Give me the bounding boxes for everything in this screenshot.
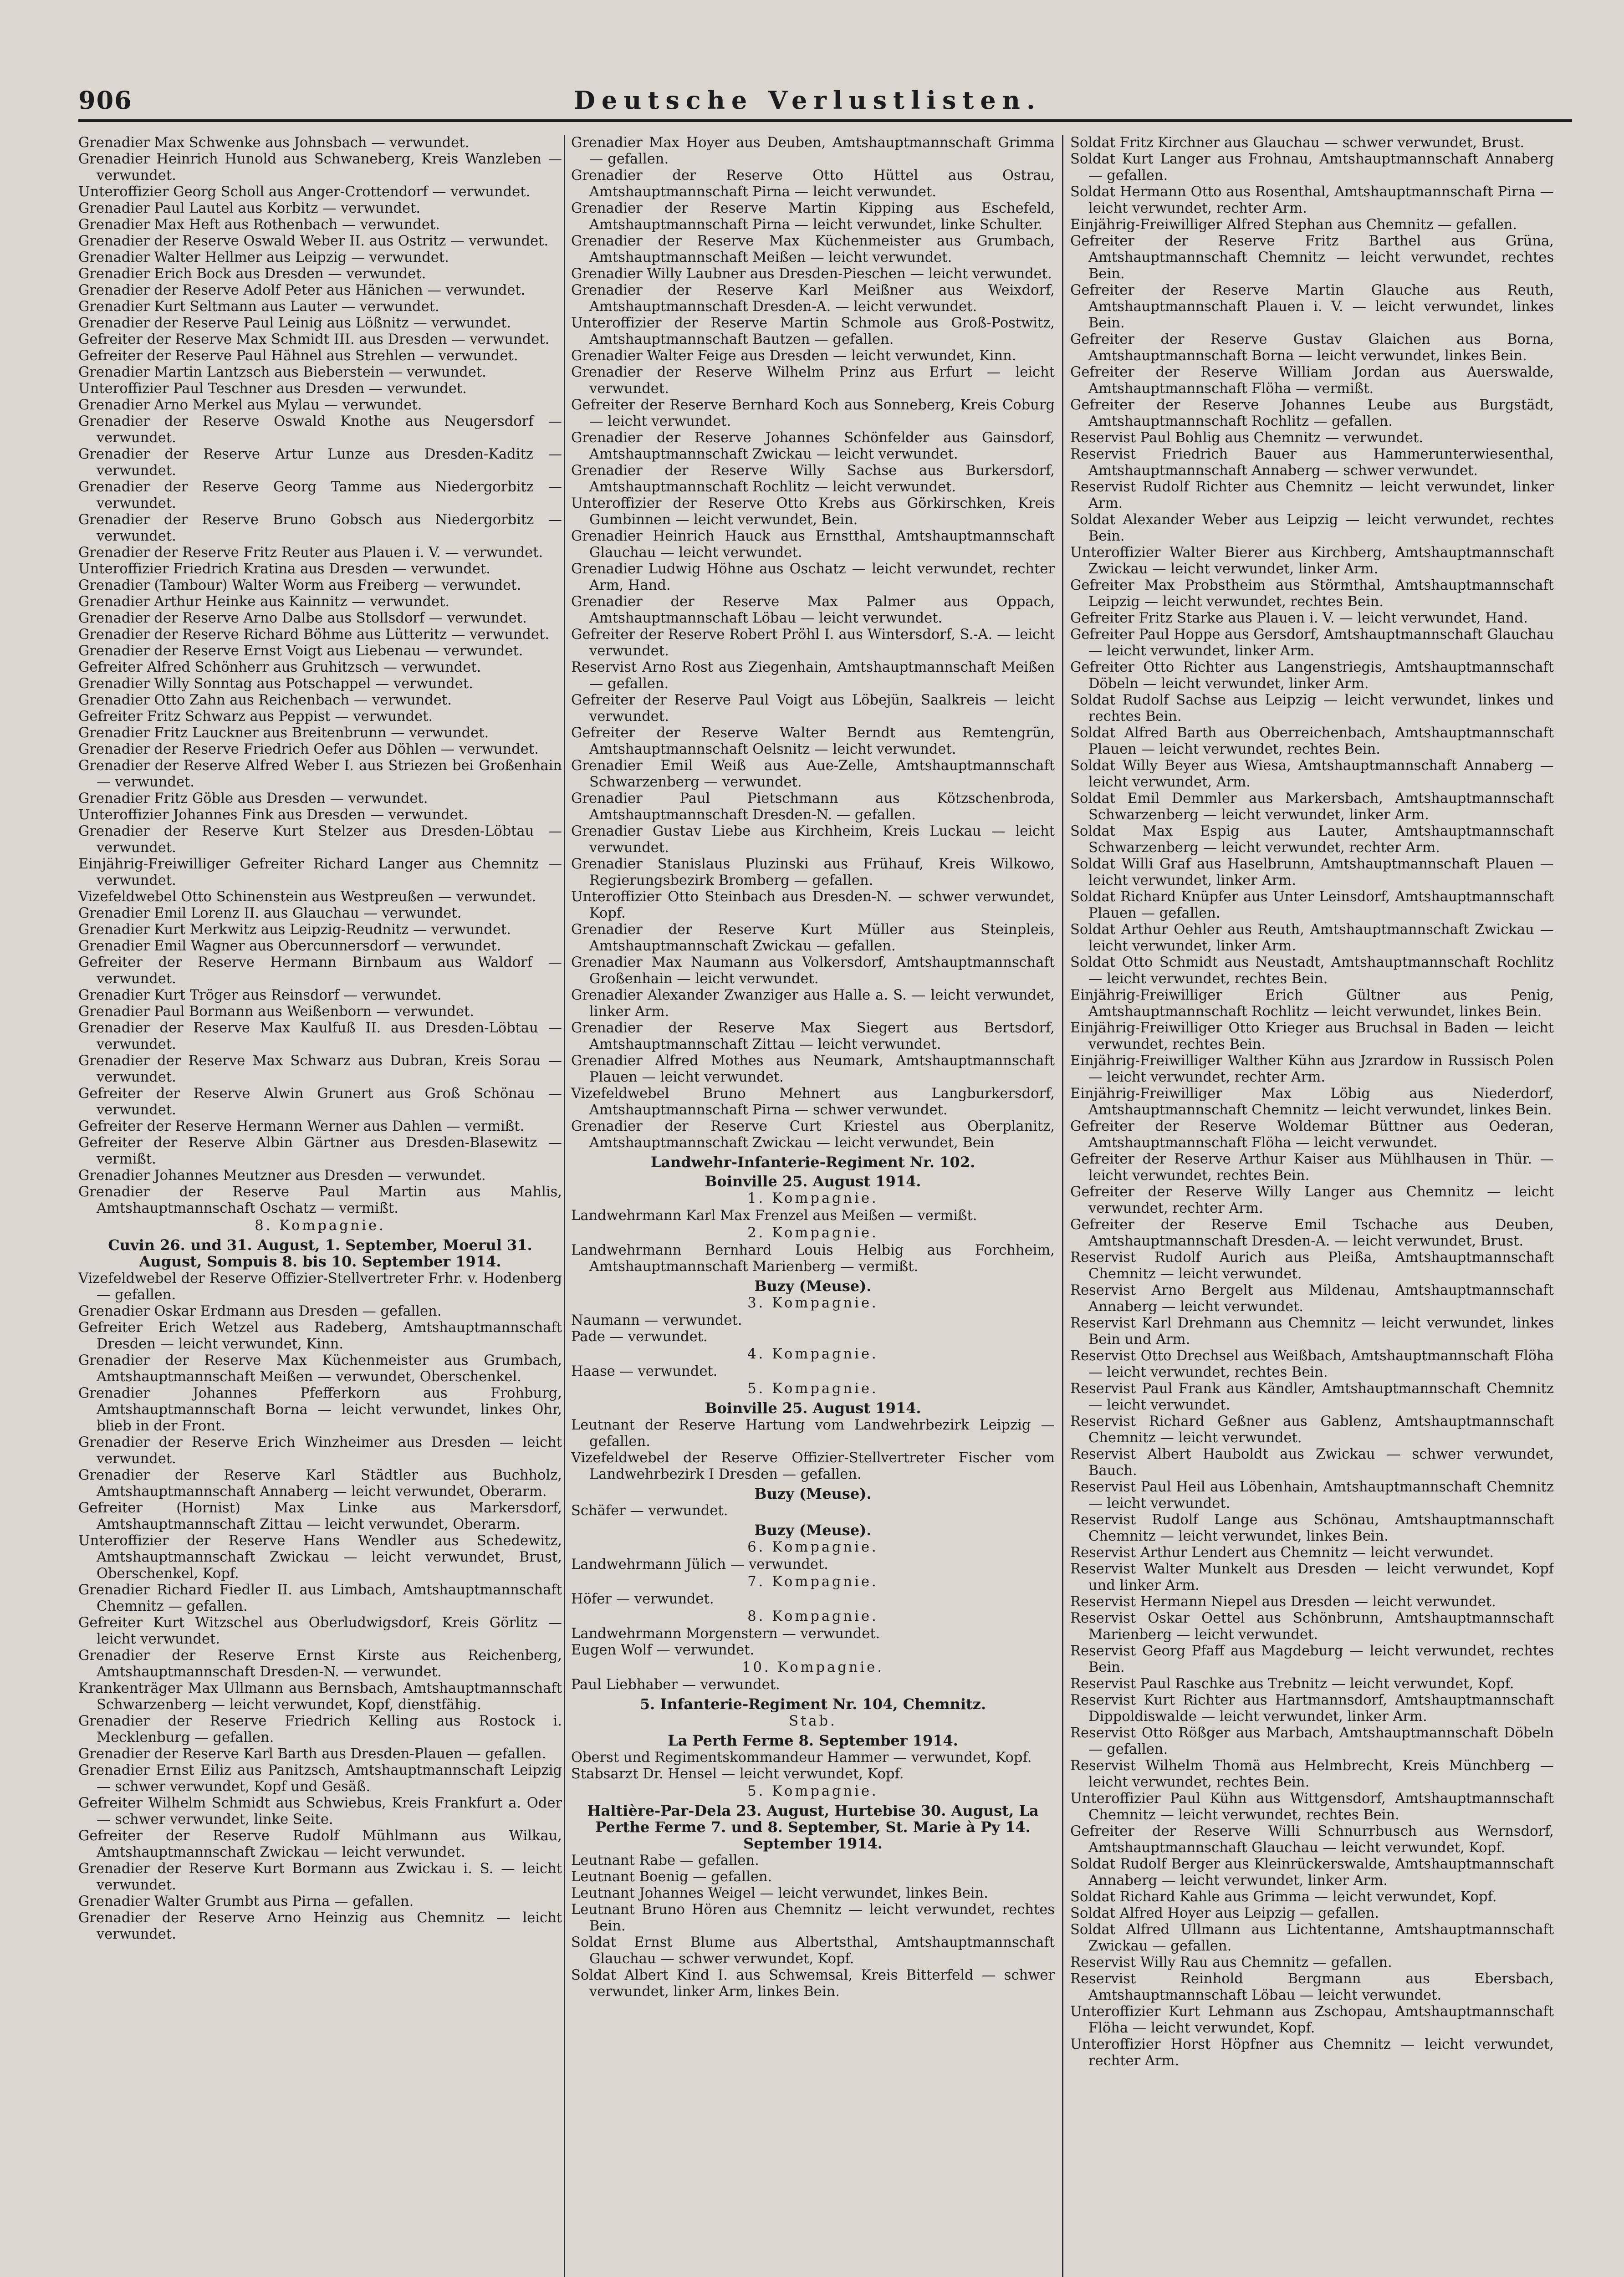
casualty-entry: Reservist Arno Bergelt aus Mildenau, Amtshauptmannschaft Annaberg — leicht verwundet. <box>1070 1282 1554 1315</box>
casualty-entry: Gefreiter Wilhelm Schmidt aus Schwiebus, Kreis Frankfurt a. Oder — schwer verwundet, linke Seite. <box>78 1795 562 1828</box>
casualty-entry: Reservist Paul Raschke aus Trebnitz — leicht verwundet, Kopf. <box>1070 1676 1514 1692</box>
casualty-entry: Leutnant Bruno Hören aus Chemnitz — leicht verwundet, rechtes Bein. <box>571 1902 1055 1934</box>
casualty-entry: Einjährig-Freiwilliger Walther Kühn aus Jzrardow in Russisch Polen — leicht verwundet, rechter Arm. <box>1070 1053 1554 1085</box>
casualty-entry: Gefreiter der Reserve Bernhard Koch aus Sonneberg, Kreis Coburg — leicht verwundet. <box>571 397 1055 429</box>
casualty-entry: Gefreiter Erich Wetzel aus Radeberg, Amtshauptmannschaft Dresden — leicht verwundet, Kinn. <box>78 1320 562 1352</box>
casualty-entry: Landwehrmann Morgenstern — verwundet. <box>571 1626 880 1642</box>
casualty-entry: Vizefeldwebel Bruno Mehnert aus Langburkersdorf, Amtshauptmannschaft Pirna — schwer verwundet. <box>571 1086 1055 1118</box>
casualty-entry: Grenadier Johannes Pfefferkorn aus Frohburg, Amtshauptmannschaft Borna — leicht verwundet, linkes Ohr, blieb in der Front. <box>78 1385 562 1434</box>
casualty-entry: Gefreiter der Reserve Hermann Birnbaum aus Waldorf — verwundet. <box>78 955 562 987</box>
casualty-entry: Unteroffizier Paul Kühn aus Wittgensdorf, Amtshauptmannschaft Chemnitz — leicht verwundet, rechtes Bein. <box>1070 1791 1554 1823</box>
casualty-entry: Grenadier der Reserve Wilhelm Prinz aus Erfurt — leicht verwundet. <box>571 364 1055 397</box>
casualty-entry: Unteroffizier Kurt Lehmann aus Zschopau, Amtshauptmannschaft Flöha — leicht verwundet, Kopf. <box>1070 2004 1554 2036</box>
casualty-entry: Grenadier Kurt Tröger aus Reinsdorf — verwundet. <box>78 987 442 1003</box>
casualty-entry: Reservist Friedrich Bauer aus Hammerunterwiesenthal, Amtshauptmannschaft Annaberg — schwer verwundet. <box>1070 446 1554 479</box>
casualty-entry: Einjährig-Freiwilliger Alfred Stephan aus Chemnitz — gefallen. <box>1070 217 1517 233</box>
section-heading: Buzy (Meuse). <box>754 1485 872 1502</box>
casualty-entry: Stabsarzt Dr. Hensel — leicht verwundet, Kopf. <box>571 1766 904 1782</box>
casualty-entry: Gefreiter der Reserve Alwin Grunert aus Groß Schönau — verwundet. <box>78 1086 562 1118</box>
casualty-entry: Gefreiter der Reserve Gustav Glaichen aus Borna, Amtshauptmannschaft Borna — leicht verwundet, linkes Bein. <box>1070 332 1554 364</box>
casualty-entry: Gefreiter der Reserve Max Schmidt III. aus Dresden — verwundet. <box>78 332 550 347</box>
casualty-entry: Grenadier der Reserve Richard Böhme aus Lütteritz — verwundet. <box>78 627 550 643</box>
casualty-entry: Grenadier Emil Lorenz II. aus Glauchau — verwundet. <box>78 905 462 921</box>
casualty-entry: Reservist Paul Frank aus Kändler, Amtshauptmannschaft Chemnitz — leicht verwundet. <box>1070 1381 1554 1413</box>
section-heading: La Perth Ferme 8. September 1914. <box>668 1732 958 1749</box>
company-heading: 5. Kompagnie. <box>747 1381 878 1397</box>
casualty-entry: Soldat Albert Kind I. aus Schwemsal, Kreis Bitterfeld — schwer verwundet, linker Arm, linkes Bein. <box>571 1967 1055 2000</box>
casualty-entry: Soldat Rudolf Sachse aus Leipzig — leicht verwundet, linkes und rechtes Bein. <box>1070 692 1554 725</box>
column-right <box>1070 135 1554 2277</box>
company-heading: 5. Kompagnie. <box>747 1783 878 1799</box>
casualty-entry: Grenadier Max Hoyer aus Deuben, Amtshauptmannschaft Grimma — gefallen. <box>571 135 1055 167</box>
casualty-entry: Grenadier der Reserve Oswald Knothe aus Neugersdorf — verwundet. <box>78 414 562 446</box>
casualty-entry: Grenadier der Reserve Paul Leinig aus Lößnitz — verwundet. <box>78 315 511 331</box>
casualty-entry: Einjährig-Freiwilliger Otto Krieger aus Bruchsal in Baden — leicht verwundet, rechtes Bein. <box>1070 1020 1554 1052</box>
casualty-entry: Reservist Oskar Oettel aus Schönbrunn, Amtshauptmannschaft Marienberg — leicht verwundet. <box>1070 1610 1554 1643</box>
casualty-entry: Unteroffizier Otto Steinbach aus Dresden-N. — schwer verwundet, Kopf. <box>571 889 1055 921</box>
company-heading: 4. Kompagnie. <box>747 1346 878 1362</box>
casualty-entry: Landwehrmann Karl Max Frenzel aus Meißen — vermißt. <box>571 1208 977 1224</box>
casualty-entry: Grenadier der Reserve Max Schwarz aus Dubran, Kreis Sorau — verwundet. <box>78 1053 562 1085</box>
casualty-entry: Leutnant der Reserve Hartung vom Landwehrbezirk Leipzig — gefallen. <box>571 1417 1055 1450</box>
casualty-entry: Grenadier Oskar Erdmann aus Dresden — gefallen. <box>78 1303 442 1319</box>
casualty-entry: Reservist Richard Geßner aus Gablenz, Amtshauptmannschaft Chemnitz — leicht verwundet. <box>1070 1414 1554 1446</box>
casualty-entry: Soldat Alfred Ullmann aus Lichtentanne, Amtshauptmannschaft Zwickau — gefallen. <box>1070 1922 1554 1954</box>
casualty-entry: Soldat Otto Schmidt aus Neustadt, Amtshauptmannschaft Rochlitz — leicht verwundet, rechtes Bein. <box>1070 955 1554 987</box>
casualty-entry: Gefreiter der Reserve Rudolf Mühlmann aus Wilkau, Amtshauptmannschaft Zwickau — leicht verwundet. <box>78 1828 562 1860</box>
casualty-entry: Gefreiter der Reserve Johannes Leube aus Burgstädt, Amtshauptmannschaft Rochlitz — gefallen. <box>1070 397 1554 429</box>
casualty-entry: Reservist Willy Rau aus Chemnitz — gefallen. <box>1070 1955 1392 1971</box>
casualty-entry: Reservist Karl Drehmann aus Chemnitz — leicht verwundet, linkes Bein und Arm. <box>1070 1315 1554 1348</box>
section-heading: Boinville 25. August 1914. <box>705 1399 921 1417</box>
casualty-entry: Reservist Arthur Lendert aus Chemnitz — leicht verwundet. <box>1070 1545 1494 1561</box>
casualty-entry: Grenadier Paul Lautel aus Korbitz — verwundet. <box>78 200 421 216</box>
casualty-entry: Grenadier der Reserve Ernst Kirste aus Reichenberg, Amtshauptmannschaft Dresden-N. — verwundet. <box>78 1648 562 1680</box>
header-rule <box>78 119 1572 122</box>
casualty-entry: Grenadier Fritz Lauckner aus Breitenbrunn — verwundet. <box>78 725 489 741</box>
casualty-entry: Leutnant Boenig — gefallen. <box>571 1869 772 1885</box>
casualty-entry: Krankenträger Max Ullmann aus Bernsbach, Amtshauptmannschaft Schwarzenberg — leicht verwundet, Kopf, dienstfähig. <box>78 1680 562 1713</box>
casualty-entry: Grenadier Max Schwenke aus Johnsbach — verwundet. <box>78 135 470 151</box>
casualty-entry: Pade — verwundet. <box>571 1329 708 1345</box>
casualty-entry: Grenadier Gustav Liebe aus Kirchheim, Kreis Luckau — leicht verwundet. <box>571 823 1055 856</box>
casualty-entry: Soldat Willi Graf aus Haselbrunn, Amtshauptmannschaft Plauen — leicht verwundet, linker Arm. <box>1070 856 1554 888</box>
casualty-entry: Grenadier der Reserve Friedrich Oefer aus Döhlen — verwundet. <box>78 741 539 757</box>
casualty-entry: Reservist Rudolf Lange aus Schönau, Amtshauptmannschaft Chemnitz — leicht verwundet, linkes Bein. <box>1070 1512 1554 1544</box>
casualty-entry: Soldat Richard Kahle aus Grimma — leicht verwundet, Kopf. <box>1070 1889 1497 1905</box>
casualty-entry: Grenadier der Reserve Max Palmer aus Oppach, Amtshauptmannschaft Löbau — leicht verwundet. <box>571 594 1055 626</box>
casualty-entry: Grenadier Paul Pietschmann aus Kötzschenbroda, Amtshauptmannschaft Dresden-N. — gefallen. <box>571 791 1055 823</box>
casualty-entry: Soldat Alfred Hoyer aus Leipzig — gefallen. <box>1070 1905 1379 1921</box>
casualty-entry: Gefreiter Max Probstheim aus Störmthal, Amtshauptmannschaft Leipzig — leicht verwundet, rechtes Bein. <box>1070 577 1554 610</box>
casualty-entry: Gefreiter Alfred Schönherr aus Gruhitzsch — verwundet. <box>78 659 481 675</box>
casualty-entry: Unteroffizier Friedrich Kratina aus Dresden — verwundet. <box>78 561 490 577</box>
casualty-entry: Paul Liebhaber — verwundet. <box>571 1677 780 1693</box>
casualty-entry: Gefreiter der Reserve Paul Voigt aus Löbejün, Saalkreis — leicht verwundet. <box>571 692 1055 725</box>
casualty-entry: Reservist Rudolf Richter aus Chemnitz — leicht verwundet, linker Arm. <box>1070 479 1554 511</box>
casualty-entry: Soldat Willy Beyer aus Wiesa, Amtshauptmannschaft Annaberg — leicht verwundet, Arm. <box>1070 758 1554 790</box>
company-heading: Stab. <box>789 1713 837 1729</box>
casualty-entry: Grenadier Max Naumann aus Volkersdorf, Amtshauptmannschaft Großenhain — leicht verwundet. <box>571 955 1055 987</box>
casualty-entry: Grenadier Fritz Göble aus Dresden — verwundet. <box>78 791 428 807</box>
casualty-entry: Grenadier der Reserve Kurt Müller aus Steinpleis, Amtshauptmannschaft Zwickau — gefallen. <box>571 922 1055 954</box>
casualty-entry: Grenadier der Reserve Friedrich Kelling aus Rostock i. Mecklenburg — gefallen. <box>78 1713 562 1746</box>
casualty-entry: Grenadier der Reserve Paul Martin aus Mahlis, Amtshauptmannschaft Oschatz — vermißt. <box>78 1184 562 1216</box>
casualty-entry: Einjährig-Freiwilliger Erich Gültner aus Penig, Amtshauptmannschaft Rochlitz — leicht verwundet, linkes Bein. <box>1070 987 1554 1020</box>
casualty-entry: Grenadier Erich Bock aus Dresden — verwundet. <box>78 266 426 282</box>
casualty-entry: Grenadier der Reserve Arno Heinzig aus Chemnitz — leicht verwundet. <box>78 1910 562 1942</box>
casualty-entry: Soldat Ernst Blume aus Albertsthal, Amtshauptmannschaft Glauchau — schwer verwundet, Kopf. <box>571 1935 1055 1967</box>
casualty-entry: Grenadier Alexander Zwanziger aus Halle a. S. — leicht verwundet, linker Arm. <box>571 987 1055 1020</box>
casualty-entry: Grenadier der Reserve Georg Tamme aus Niedergorbitz — verwundet. <box>78 479 562 511</box>
casualty-entry: Grenadier der Reserve Max Kaulfuß II. aus Dresden-Löbtau — verwundet. <box>78 1020 562 1052</box>
casualty-entry: Reservist Rudolf Aurich aus Pleißa, Amtshauptmannschaft Chemnitz — leicht verwundet. <box>1070 1250 1554 1282</box>
casualty-entry: Soldat Alfred Barth aus Oberreichenbach, Amtshauptmannschaft Plauen — leicht verwundet, rechtes Bein. <box>1070 725 1554 757</box>
company-heading: 1. Kompagnie. <box>747 1190 878 1206</box>
casualty-entry: Grenadier Paul Bormann aus Weißenborn — verwundet. <box>78 1004 474 1020</box>
column-divider <box>1062 135 1063 2277</box>
casualty-entry: Soldat Emil Demmler aus Markersbach, Amtshauptmannschaft Schwarzenberg — leicht verwundet, linker Arm. <box>1070 791 1554 823</box>
casualty-entry: Grenadier der Reserve Karl Städtler aus Buchholz, Amtshauptmannschaft Annaberg — leicht verwundet, Oberarm. <box>78 1467 562 1500</box>
casualty-entry: Gefreiter der Reserve Fritz Barthel aus Grüna, Amtshauptmannschaft Chemnitz — leicht verwundet, rechtes Bein. <box>1070 233 1554 282</box>
casualty-entry: Oberst und Regimentskommandeur Hammer — verwundet, Kopf. <box>571 1750 1032 1766</box>
casualty-entry: Landwehrmann Bernhard Louis Helbig aus Forchheim, Amtshauptmannschaft Marienberg — vermißt. <box>571 1242 1055 1275</box>
casualty-entry: Grenadier der Reserve Arno Dalbe aus Stollsdorf — verwundet. <box>78 610 527 626</box>
casualty-entry: Höfer — verwundet. <box>571 1591 714 1607</box>
casualty-entry: Grenadier der Reserve Kurt Stelzer aus Dresden-Löbtau — verwundet. <box>78 823 562 856</box>
casualty-entry: Grenadier der Reserve Max Küchenmeister aus Grumbach, Amtshauptmannschaft Meißen — leicht verwundet. <box>571 233 1055 265</box>
casualty-entry: Grenadier Martin Lantzsch aus Bieberstein — verwundet. <box>78 364 486 380</box>
casualty-entry: Grenadier der Reserve Ernst Voigt aus Liebenau — verwundet. <box>78 643 523 659</box>
casualty-entry: Grenadier der Reserve Karl Meißner aus Weixdorf, Amtshauptmannschaft Dresden-A. — leicht verwundet. <box>571 282 1055 315</box>
page-title: Deutsche Verlustlisten. <box>574 86 1042 115</box>
casualty-entry: Leutnant Johannes Weigel — leicht verwundet, linkes Bein. <box>571 1885 988 1901</box>
casualty-entry: Grenadier der Reserve Max Küchenmeister aus Grumbach, Amtshauptmannschaft Meißen — verwundet, Oberschenkel. <box>78 1353 562 1385</box>
casualty-entry: Gefreiter Kurt Witzschel aus Oberludwigsdorf, Kreis Görlitz — leicht verwundet. <box>78 1615 562 1647</box>
casualty-entry: Reservist Wilhelm Thomä aus Helmbrecht, Kreis Münchberg — leicht verwundet, rechtes Bein. <box>1070 1758 1554 1790</box>
casualty-entry: Gefreiter der Reserve Paul Hähnel aus Strehlen — verwundet. <box>78 348 518 364</box>
casualty-entry: Grenadier der Reserve Johannes Schönfelder aus Gainsdorf, Amtshauptmannschaft Zwickau — leicht verwundet. <box>571 430 1055 462</box>
casualty-entry: Unteroffizier Walter Bierer aus Kirchberg, Amtshauptmannschaft Zwickau — leicht verwundet, linker Arm. <box>1070 545 1554 577</box>
casualty-entry: Unteroffizier Paul Teschner aus Dresden — verwundet. <box>78 381 467 397</box>
casualty-entry: Grenadier Stanislaus Pluzinski aus Frühauf, Kreis Wilkowo, Regierungsbezirk Bromberg — gefallen. <box>571 856 1055 888</box>
casualty-entry: Leutnant Rabe — gefallen. <box>571 1853 759 1869</box>
casualty-entry: Grenadier Johannes Meutzner aus Dresden — verwundet. <box>78 1168 486 1184</box>
casualty-entry: Einjährig-Freiwilliger Gefreiter Richard Langer aus Chemnitz — verwundet. <box>78 856 562 888</box>
casualty-entry: Grenadier Max Heft aus Rothenbach — verwundet. <box>78 217 440 233</box>
casualty-entry: Grenadier Richard Fiedler II. aus Limbach, Amtshauptmannschaft Chemnitz — gefallen. <box>78 1582 562 1614</box>
casualty-entry: Grenadier Heinrich Hunold aus Schwaneberg, Kreis Wanzleben — verwundet. <box>78 151 562 184</box>
company-heading: 8. Kompagnie. <box>255 1218 386 1234</box>
company-heading: 3. Kompagnie. <box>747 1295 878 1311</box>
section-heading: Landwehr-Infanterie-Regiment Nr. 102. <box>650 1154 975 1171</box>
casualty-entry: Gefreiter der Reserve Hermann Werner aus Dahlen — vermißt. <box>78 1118 525 1134</box>
casualty-entry: Gefreiter der Reserve Robert Pröhl I. aus Wintersdorf, S.-A. — leicht verwundet. <box>571 627 1055 659</box>
casualty-entry: Grenadier der Reserve Karl Barth aus Dresden-Plauen — gefallen. <box>78 1746 546 1762</box>
casualty-entry: Reservist Paul Heil aus Löbenhain, Amtshauptmannschaft Chemnitz — leicht verwundet. <box>1070 1479 1554 1511</box>
casualty-entry: Grenadier Arno Merkel aus Mylau — verwundet. <box>78 397 422 413</box>
casualty-entry: Gefreiter Fritz Schwarz aus Peppist — verwundet. <box>78 709 433 725</box>
casualty-entry: Vizefeldwebel Otto Schinenstein aus Westpreußen — verwundet. <box>78 889 536 905</box>
column-divider <box>564 135 565 2277</box>
casualty-entry: Grenadier der Reserve Kurt Bormann aus Zwickau i. S. — leicht verwundet. <box>78 1861 562 1893</box>
casualty-entry: Grenadier der Reserve Curt Kriestel aus Oberplanitz, Amtshauptmannschaft Zwickau — leicht verwundet, Bein <box>571 1118 1055 1151</box>
casualty-entry: Reservist Georg Pfaff aus Magdeburg — leicht verwundet, rechtes Bein. <box>1070 1643 1554 1675</box>
casualty-entry: Grenadier der Reserve Alfred Weber I. aus Striezen bei Großenhain — verwundet. <box>78 758 562 790</box>
company-heading: 7. Kompagnie. <box>747 1574 878 1590</box>
casualty-entry: Soldat Kurt Langer aus Frohnau, Amtshauptmannschaft Annaberg — gefallen. <box>1070 151 1554 184</box>
casualty-entry: Reservist Otto Rößger aus Marbach, Amtshauptmannschaft Döbeln — gefallen. <box>1070 1725 1554 1757</box>
casualty-entry: Reservist Kurt Richter aus Hartmannsdorf, Amtshauptmannschaft Dippoldiswalde — leicht verwundet, linker Arm. <box>1070 1692 1554 1725</box>
casualty-entry: Grenadier Kurt Merkwitz aus Leipzig-Reudnitz — verwundet. <box>78 922 511 938</box>
casualty-entry: Grenadier der Reserve Artur Lunze aus Dresden-Kaditz — verwundet. <box>78 446 562 479</box>
casualty-entry: Grenadier Emil Weiß aus Aue-Zelle, Amtshauptmannschaft Schwarzenberg — verwundet. <box>571 758 1055 790</box>
casualty-entry: Schäfer — verwundet. <box>571 1503 728 1519</box>
section-heading: 5. Infanterie-Regiment Nr. 104, Chemnitz. <box>639 1695 986 1713</box>
casualty-entry: Grenadier der Reserve Willy Sachse aus Burkersdorf, Amtshauptmannschaft Rochlitz — leicht verwundet. <box>571 463 1055 495</box>
casualty-entry: Naumann — verwundet. <box>571 1312 742 1328</box>
casualty-entry: Grenadier Willy Laubner aus Dresden-Pieschen — leicht verwundet. <box>571 266 1052 282</box>
casualty-entry: Grenadier Ernst Eiliz aus Panitzsch, Amtshauptmannschaft Leipzig — schwer verwundet, Kopf und Gesäß. <box>78 1762 562 1795</box>
casualty-entry: Reservist Paul Bohlig aus Chemnitz — verwundet. <box>1070 430 1423 446</box>
casualty-entry: Unteroffizier der Reserve Hans Wendler aus Schedewitz, Amtshauptmannschaft Zwickau — leicht verwundet, Brust, Oberschenkel, Kopf. <box>78 1533 562 1582</box>
casualty-entry: Grenadier Otto Zahn aus Reichenbach — verwundet. <box>78 692 452 708</box>
casualty-entry: Gefreiter der Reserve William Jordan aus Auerswalde, Amtshauptmannschaft Flöha — vermißt. <box>1070 364 1554 397</box>
casualty-entry: Reservist Reinhold Bergmann aus Ebersbach, Amtshauptmannschaft Löbau — leicht verwundet. <box>1070 1971 1554 2003</box>
casualty-entry: Unteroffizier der Reserve Martin Schmole aus Groß-Postwitz, Amtshauptmannschaft Bautzen — gefallen. <box>571 315 1055 347</box>
casualty-entry: Soldat Hermann Otto aus Rosenthal, Amtshauptmannschaft Pirna — leicht verwundet, rechter Arm. <box>1070 184 1554 216</box>
casualty-entry: Soldat Arthur Oehler aus Reuth, Amtshauptmannschaft Zwickau — leicht verwundet, linker Arm. <box>1070 922 1554 954</box>
casualty-entry: Landwehrmann Jülich — verwundet. <box>571 1557 828 1572</box>
company-heading: 6. Kompagnie. <box>747 1539 878 1555</box>
casualty-entry: Einjährig-Freiwilliger Max Löbig aus Niederdorf, Amtshauptmannschaft Chemnitz — leicht verwundet, linkes Bein. <box>1070 1086 1554 1118</box>
casualty-entry: Grenadier der Reserve Fritz Reuter aus Plauen i. V. — verwundet. <box>78 545 543 561</box>
section-heading: Buzy (Meuse). <box>754 1277 872 1295</box>
company-heading: 2. Kompagnie. <box>747 1225 878 1241</box>
casualty-entry: Grenadier Ludwig Höhne aus Oschatz — leicht verwundet, rechter Arm, Hand. <box>571 561 1055 593</box>
section-heading: Buzy (Meuse). <box>754 1521 872 1539</box>
casualty-entry: Gefreiter Paul Hoppe aus Gersdorf, Amtshauptmannschaft Glauchau — leicht verwundet, linker Arm. <box>1070 627 1554 659</box>
casualty-entry: Vizefeldwebel der Reserve Offizier-Stellvertreter Frhr. v. Hodenberg — gefallen. <box>78 1271 562 1303</box>
casualty-entry: Gefreiter der Reserve Albin Gärtner aus Dresden-Blasewitz — vermißt. <box>78 1135 562 1167</box>
casualty-entry: Soldat Max Espig aus Lauter, Amtshauptmannschaft Schwarzenberg — leicht verwundet, rechter Arm. <box>1070 823 1554 856</box>
section-heading: Boinville 25. August 1914. <box>705 1173 921 1190</box>
casualty-entry: Grenadier Kurt Seltmann aus Lauter — verwundet. <box>78 299 439 315</box>
casualty-entry: Gefreiter der Reserve Walter Berndt aus Remtengrün, Amtshauptmannschaft Oelsnitz — leicht verwundet. <box>571 725 1055 757</box>
casualty-entry: Unteroffizier Horst Höpfner aus Chemnitz — leicht verwundet, rechter Arm. <box>1070 2037 1554 2069</box>
casualty-entry: Grenadier Heinrich Hauck aus Ernstthal, Amtshauptmannschaft Glauchau — leicht verwundet. <box>571 528 1055 561</box>
casualty-entry: Grenadier Walter Grumbt aus Pirna — gefallen. <box>78 1894 414 1909</box>
casualty-entry: Gefreiter der Reserve Martin Glauche aus Reuth, Amtshauptmannschaft Plauen i. V. — leicht verwundet, linkes Bein. <box>1070 282 1554 331</box>
casualty-entry: Reservist Hermann Niepel aus Dresden — leicht verwundet. <box>1070 1594 1496 1610</box>
casualty-entry: Reservist Arno Rost aus Ziegenhain, Amtshauptmannschaft Meißen — gefallen. <box>571 659 1055 692</box>
casualty-entry: Grenadier der Reserve Bruno Gobsch aus Niedergorbitz — verwundet. <box>78 512 562 544</box>
casualty-entry: Unteroffizier Johannes Fink aus Dresden — verwundet. <box>78 807 468 823</box>
section-heading: Haltière-Par-Dela 23. August, Hurtebise 30. August, La Perthe Ferme 7. und 8. September, St. Marie à Py 14. September 1914. <box>587 1802 1039 1852</box>
casualty-entry: Gefreiter der Reserve Emil Tschache aus Deuben, Amtshauptmannschaft Dresden-A. — leicht verwundet, Brust. <box>1070 1217 1554 1249</box>
casualty-entry: Grenadier der Reserve Adolf Peter aus Hänichen — verwundet. <box>78 282 526 298</box>
casualty-entry: Grenadier (Tambour) Walter Worm aus Freiberg — verwundet. <box>78 577 521 593</box>
casualty-entry: Reservist Albert Hauboldt aus Zwickau — schwer verwundet, Bauch. <box>1070 1446 1554 1479</box>
casualty-entry: Eugen Wolf — verwundet. <box>571 1642 755 1658</box>
page-number: 906 <box>78 86 133 115</box>
casualty-entry: Gefreiter der Reserve Woldemar Büttner aus Oederan, Amtshauptmannschaft Flöha — leicht verwundet. <box>1070 1118 1554 1151</box>
casualty-entry: Grenadier Walter Feige aus Dresden — leicht verwundet, Kinn. <box>571 348 1016 364</box>
casualty-entry: Grenadier Arthur Heinke aus Kainnitz — verwundet. <box>78 594 450 610</box>
casualty-entry: Unteroffizier der Reserve Otto Krebs aus Görkirschken, Kreis Gumbinnen — leicht verwundet, Bein. <box>571 495 1055 528</box>
casualty-entry: Soldat Richard Knüpfer aus Unter Leinsdorf, Amtshauptmannschaft Plauen — gefallen. <box>1070 889 1554 921</box>
casualty-entry: Grenadier Willy Sonntag aus Potschappel — verwundet. <box>78 676 473 692</box>
column-left <box>78 135 562 2277</box>
casualty-entry: Grenadier Walter Hellmer aus Leipzig — verwundet. <box>78 250 449 265</box>
casualty-entry: Gefreiter der Reserve Willy Langer aus Chemnitz — leicht verwundet, rechter Arm. <box>1070 1184 1554 1216</box>
casualty-entry: Gefreiter Otto Richter aus Langenstriegis, Amtshauptmannschaft Döbeln — leicht verwundet, linker Arm. <box>1070 659 1554 692</box>
casualty-entry: Gefreiter der Reserve Willi Schnurrbusch aus Wernsdorf, Amtshauptmannschaft Glauchau — leicht verwundet, Kopf. <box>1070 1823 1554 1856</box>
casualty-entry: Soldat Fritz Kirchner aus Glauchau — schwer verwundet, Brust. <box>1070 135 1525 151</box>
casualty-entry: Grenadier der Reserve Oswald Weber II. aus Ostritz — verwundet. <box>78 233 549 249</box>
casualty-entry: Grenadier der Reserve Erich Winzheimer aus Dresden — leicht verwundet. <box>78 1435 562 1467</box>
casualty-entry: Soldat Alexander Weber aus Leipzig — leicht verwundet, rechtes Bein. <box>1070 512 1554 544</box>
casualty-entry: Reservist Walter Munkelt aus Dresden — leicht verwundet, Kopf und linker Arm. <box>1070 1561 1554 1593</box>
casualty-entry: Haase — verwundet. <box>571 1363 718 1379</box>
casualty-entry: Gefreiter der Reserve Arthur Kaiser aus Mühlhausen in Thür. — leicht verwundet, rechtes Bein. <box>1070 1151 1554 1184</box>
casualty-entry: Grenadier Alfred Mothes aus Neumark, Amtshauptmannschaft Plauen — leicht verwundet. <box>571 1053 1055 1085</box>
casualty-entry: Grenadier der Reserve Max Siegert aus Bertsdorf, Amtshauptmannschaft Zittau — leicht verwundet. <box>571 1020 1055 1052</box>
company-heading: 8. Kompagnie. <box>747 1608 878 1624</box>
company-heading: 10. Kompagnie. <box>742 1659 884 1675</box>
casualty-entry: Reservist Otto Drechsel aus Weißbach, Amtshauptmannschaft Flöha — leicht verwundet, rechtes Bein. <box>1070 1348 1554 1380</box>
casualty-entry: Gefreiter (Hornist) Max Linke aus Markersdorf, Amtshauptmannschaft Zittau — leicht verwundet, Oberarm. <box>78 1500 562 1532</box>
casualty-entry: Gefreiter Fritz Starke aus Plauen i. V. — leicht verwundet, Hand. <box>1070 610 1528 626</box>
casualty-entry: Grenadier Emil Wagner aus Obercunnersdorf — verwundet. <box>78 938 501 954</box>
column-middle <box>571 135 1055 2277</box>
casualty-entry: Soldat Rudolf Berger aus Kleinrückerswalde, Amtshauptmannschaft Annaberg — leicht verwundet, linker Arm. <box>1070 1856 1554 1889</box>
casualty-entry: Unteroffizier Georg Scholl aus Anger-Crottendorf — verwundet. <box>78 184 531 200</box>
casualty-entry: Vizefeldwebel der Reserve Offizier-Stellvertreter Fischer vom Landwehrbezirk I Dresden — gefallen. <box>571 1450 1055 1482</box>
section-heading: Cuvin 26. und 31. August, 1. September, Moerul 31. August, Sompuis 8. bis 10. September 1914. <box>108 1236 532 1270</box>
casualty-entry: Grenadier der Reserve Martin Kipping aus Eschefeld, Amtshauptmannschaft Pirna — leicht verwundet, linke Schulter. <box>571 200 1055 233</box>
casualty-entry: Grenadier der Reserve Otto Hüttel aus Ostrau, Amtshauptmannschaft Pirna — leicht verwundet. <box>571 168 1055 200</box>
